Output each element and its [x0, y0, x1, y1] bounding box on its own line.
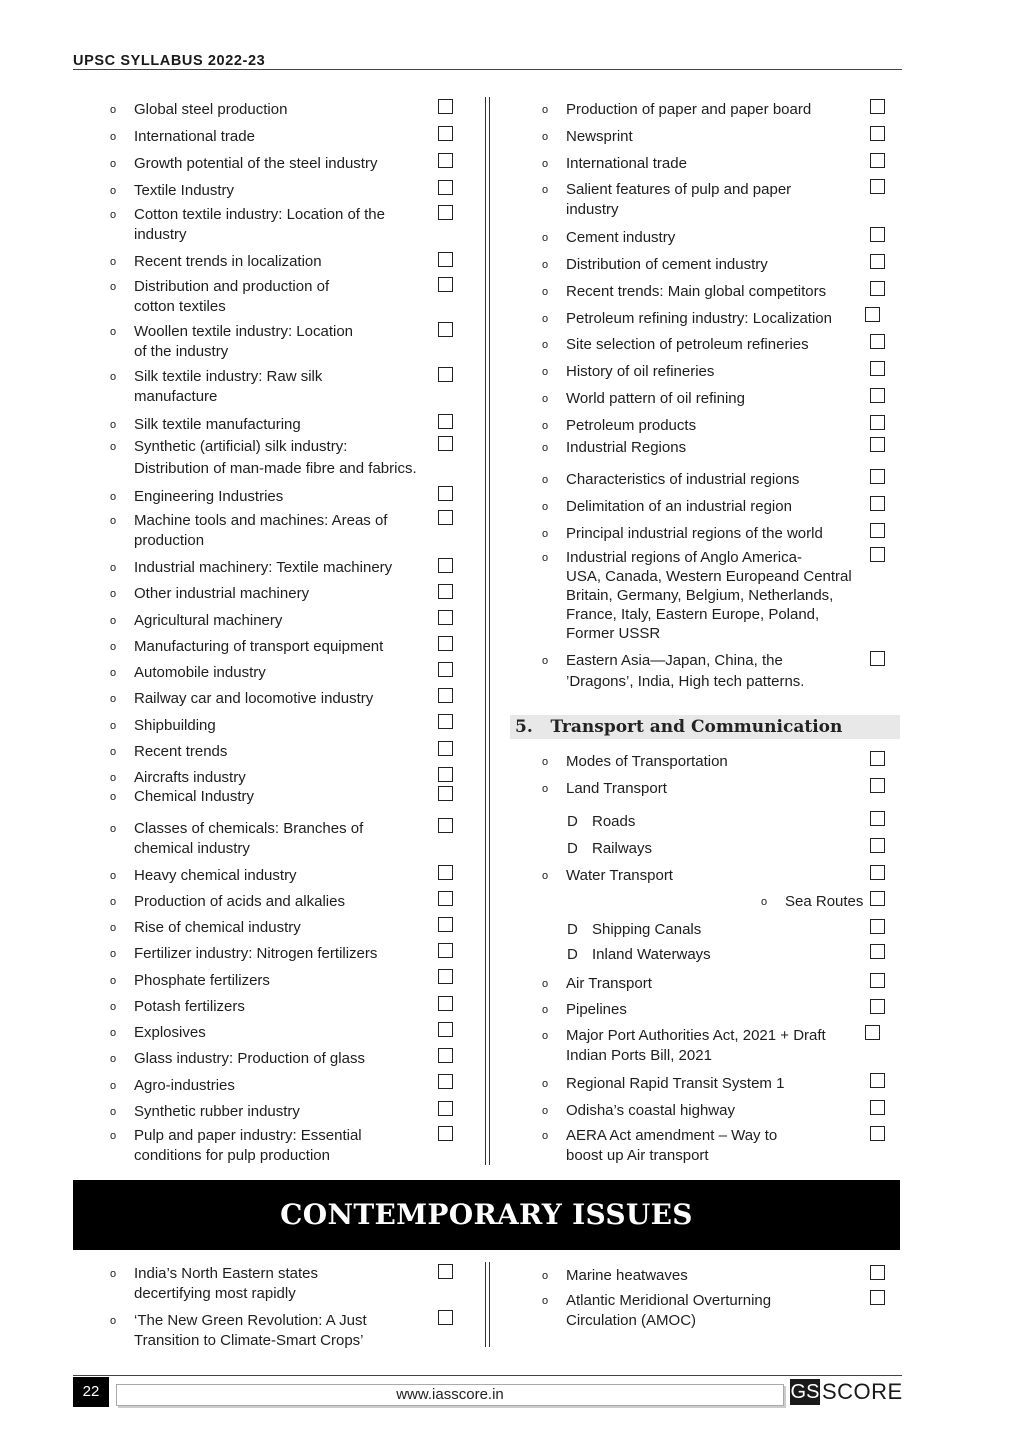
- bullet: o: [110, 615, 117, 627]
- bullet: o: [110, 209, 117, 221]
- bullet: o: [110, 1080, 117, 1092]
- bullet: o: [542, 1078, 549, 1090]
- checkbox[interactable]: [865, 1025, 880, 1040]
- list-item: ‘The New Green Revolution: A Just: [134, 1312, 367, 1329]
- bullet: o: [542, 104, 549, 116]
- checkbox[interactable]: [870, 778, 885, 793]
- checkbox[interactable]: [438, 610, 453, 625]
- checkbox[interactable]: [870, 891, 885, 906]
- list-item: Air Transport: [566, 975, 652, 992]
- list-item: Silk textile manufacturing: [134, 416, 301, 433]
- list-item: Automobile industry: [134, 664, 266, 681]
- list-item: Recent trends: [134, 743, 228, 760]
- checkbox[interactable]: [870, 388, 885, 403]
- list-item: Principal industrial regions of the world: [566, 525, 823, 542]
- bullet: o: [110, 104, 117, 116]
- checkbox[interactable]: [870, 254, 885, 269]
- gs-score-logo-mark: GS: [790, 1381, 820, 1403]
- page-header-title: UPSC SYLLABUS 2022-23: [73, 53, 266, 69]
- bullet: o: [542, 339, 549, 351]
- footer-rule: [73, 1375, 902, 1376]
- list-item-continuation: decertifying most rapidly: [134, 1285, 296, 1302]
- checkbox[interactable]: [870, 496, 885, 511]
- bullet: o: [542, 978, 549, 990]
- banner-title: CONTEMPORARY ISSUES: [280, 1198, 693, 1231]
- bullet: o: [110, 641, 117, 653]
- bullet: o: [542, 474, 549, 486]
- bullet: o: [542, 1295, 549, 1307]
- section-heading: 5. Transport and Communication: [515, 717, 843, 737]
- bullet: o: [542, 501, 549, 513]
- column-divider: [485, 1262, 490, 1347]
- sub-bullet: D: [567, 921, 578, 938]
- list-item: Production of paper and paper board: [566, 101, 812, 118]
- list-item: Salient features of pulp and paper: [566, 181, 792, 198]
- list-sub-item: Shipping Canals: [592, 921, 702, 938]
- checkbox[interactable]: [870, 153, 885, 168]
- list-item: Atlantic Meridional Overturning: [566, 1292, 772, 1309]
- list-item: Petroleum products: [566, 417, 697, 434]
- checkbox[interactable]: [870, 281, 885, 296]
- list-item: International trade: [134, 128, 255, 145]
- list-item-continuation: industry: [566, 201, 619, 218]
- list-item: Eastern Asia—Japan, China, the: [566, 652, 783, 669]
- checkbox[interactable]: [438, 1310, 453, 1325]
- sub-bullet: D: [567, 946, 578, 963]
- bullet: o: [110, 823, 117, 835]
- list-item: Recent trends in localization: [134, 253, 322, 270]
- list-item-continuation: of the industry: [134, 343, 229, 360]
- list-item: Global steel production: [134, 101, 288, 118]
- checkbox[interactable]: [870, 523, 885, 538]
- bullet: o: [110, 562, 117, 574]
- checkbox[interactable]: [438, 99, 453, 114]
- checkbox[interactable]: [438, 414, 453, 429]
- list-item: India’s North Eastern states: [134, 1265, 318, 1282]
- checkbox[interactable]: [438, 786, 453, 801]
- checkbox[interactable]: [870, 99, 885, 114]
- bullet: o: [110, 870, 117, 882]
- bullet: o: [110, 441, 117, 453]
- list-item-continuation: Indian Ports Bill, 2021: [566, 1047, 712, 1064]
- bullet: o: [110, 588, 117, 600]
- checkbox[interactable]: [438, 636, 453, 651]
- list-item: Other industrial machinery: [134, 585, 310, 602]
- list-item: Major Port Authorities Act, 2021 + Draft: [566, 1027, 826, 1044]
- checkbox[interactable]: [870, 361, 885, 376]
- checkbox[interactable]: [870, 469, 885, 484]
- bullet: o: [110, 1106, 117, 1118]
- bullet: o: [542, 158, 549, 170]
- list-item: Phosphate fertilizers: [134, 972, 270, 989]
- bullet: o: [110, 1053, 117, 1065]
- list-item-continuation: production: [134, 532, 205, 549]
- sub-bullet: D: [567, 813, 578, 830]
- list-item: Pulp and paper industry: Essential: [134, 1127, 362, 1144]
- list-item: Explosives: [134, 1024, 206, 1041]
- bullet: o: [110, 185, 117, 197]
- list-item-continuation: conditions for pulp production: [134, 1147, 330, 1164]
- list-item-continuation: France, Italy, Eastern Europe, Poland,: [566, 606, 820, 623]
- checkbox[interactable]: [438, 1074, 453, 1089]
- list-item: Land Transport: [566, 780, 667, 797]
- checkbox[interactable]: [870, 651, 885, 666]
- bullet: o: [542, 552, 549, 564]
- bullet: o: [110, 772, 117, 784]
- list-sub-item: Roads: [592, 813, 636, 830]
- checkbox[interactable]: [438, 1264, 453, 1279]
- bullet: o: [542, 655, 549, 667]
- list-item: Newsprint: [566, 128, 633, 145]
- checkbox[interactable]: [438, 818, 453, 833]
- list-item: Characteristics of industrial regions: [566, 471, 800, 488]
- checkbox[interactable]: [870, 838, 885, 853]
- list-item: Pipelines: [566, 1001, 627, 1018]
- bullet: o: [542, 286, 549, 298]
- list-item-continuation: chemical industry: [134, 840, 250, 857]
- bullet: o: [110, 1001, 117, 1013]
- bullet: o: [110, 158, 117, 170]
- list-item: Distribution of cement industry: [566, 256, 768, 273]
- list-item: Manufacturing of transport equipment: [134, 638, 384, 655]
- checkbox[interactable]: [438, 486, 453, 501]
- list-item-continuation: Transition to Climate-Smart Crops’: [134, 1332, 364, 1349]
- checkbox[interactable]: [870, 751, 885, 766]
- checkbox[interactable]: [438, 277, 453, 292]
- checkbox[interactable]: [870, 1100, 885, 1115]
- checkbox[interactable]: [438, 126, 453, 141]
- list-item: Potash fertilizers: [134, 998, 245, 1015]
- list-item: Synthetic (artificial) silk industry:: [134, 438, 348, 455]
- list-item: International trade: [566, 155, 687, 172]
- list-item: Odisha’s coastal highway: [566, 1102, 735, 1119]
- bullet: o: [110, 256, 117, 268]
- bullet: o: [110, 371, 117, 383]
- list-item: Modes of Transportation: [566, 753, 728, 770]
- bullet: o: [110, 1315, 117, 1327]
- checkbox[interactable]: [438, 917, 453, 932]
- bullet: o: [542, 232, 549, 244]
- checkbox[interactable]: [438, 767, 453, 782]
- list-item: History of oil refineries: [566, 363, 715, 380]
- bullet: o: [542, 366, 549, 378]
- checkbox[interactable]: [870, 865, 885, 880]
- bullet: o: [110, 693, 117, 705]
- bullet: o: [542, 184, 549, 196]
- checkbox[interactable]: [870, 1290, 885, 1305]
- checkbox[interactable]: [870, 179, 885, 194]
- header-rule: [73, 69, 902, 70]
- list-item-continuation: boost up Air transport: [566, 1147, 709, 1164]
- bullet: o: [110, 1268, 117, 1280]
- bullet: o: [110, 896, 117, 908]
- bullet: o: [542, 783, 549, 795]
- list-item: Silk textile industry: Raw silk: [134, 368, 323, 385]
- bullet: o: [110, 326, 117, 338]
- list-item: Production of acids and alkalies: [134, 893, 345, 910]
- list-item: Industrial Regions: [566, 439, 687, 456]
- bullet: o: [110, 491, 117, 503]
- bullet: o: [110, 746, 117, 758]
- list-item: Rise of chemical industry: [134, 919, 301, 936]
- checkbox[interactable]: [870, 1073, 885, 1088]
- checkbox[interactable]: [438, 1126, 453, 1141]
- bullet: o: [110, 515, 117, 527]
- list-item: Heavy chemical industry: [134, 867, 297, 884]
- checkbox[interactable]: [438, 584, 453, 599]
- bullet: o: [542, 131, 549, 143]
- list-item: Growth potential of the steel industry: [134, 155, 378, 172]
- bullet: o: [110, 791, 117, 803]
- bullet: o: [542, 528, 549, 540]
- bullet: o: [110, 131, 117, 143]
- checkbox[interactable]: [438, 510, 453, 525]
- sub-bullet: D: [567, 840, 578, 857]
- list-item: Synthetic rubber industry: [134, 1103, 300, 1120]
- bullet: o: [542, 870, 549, 882]
- list-item: Industrial machinery: Textile machinery: [134, 559, 393, 576]
- list-item: Cotton textile industry: Location of the: [134, 206, 385, 223]
- list-item: World pattern of oil refining: [566, 390, 745, 407]
- footer-url[interactable]: www.iasscore.in: [396, 1386, 504, 1403]
- list-item-continuation: cotton textiles: [134, 298, 226, 315]
- checkbox[interactable]: [438, 436, 453, 451]
- checkbox[interactable]: [438, 1048, 453, 1063]
- bullet: o: [542, 1130, 549, 1142]
- checkbox[interactable]: [438, 205, 453, 220]
- bullet: o: [542, 393, 549, 405]
- checkbox[interactable]: [438, 943, 453, 958]
- checkbox[interactable]: [870, 227, 885, 242]
- list-item: Cement industry: [566, 229, 676, 246]
- list-item: Petroleum refining industry: Localization: [566, 310, 832, 327]
- list-item: Regional Rapid Transit System 1: [566, 1075, 785, 1092]
- list-item: Marine heatwaves: [566, 1267, 688, 1284]
- bullet: o: [110, 922, 117, 934]
- checkbox[interactable]: [438, 662, 453, 677]
- list-item-continuation: ’Dragons’, India, High tech patterns.: [566, 673, 805, 690]
- page-number: 22: [73, 1377, 109, 1407]
- list-item: Water Transport: [566, 867, 673, 884]
- checkbox[interactable]: [438, 1022, 453, 1037]
- bullet: o: [542, 420, 549, 432]
- checkbox[interactable]: [438, 891, 453, 906]
- bullet: o: [110, 948, 117, 960]
- list-item-continuation: Distribution of man-made fibre and fabrics.: [134, 460, 417, 477]
- bullet: o: [110, 419, 117, 431]
- checkbox[interactable]: [438, 367, 453, 382]
- list-item: Machine tools and machines: Areas of: [134, 512, 388, 529]
- checkbox[interactable]: [870, 944, 885, 959]
- list-item: Delimitation of an industrial region: [566, 498, 792, 515]
- checkbox[interactable]: [870, 1265, 885, 1280]
- list-item-continuation: manufacture: [134, 388, 218, 405]
- checkbox[interactable]: [870, 973, 885, 988]
- bullet: o: [542, 442, 549, 454]
- list-item: Shipbuilding: [134, 717, 216, 734]
- list-sub-item: Inland Waterways: [592, 946, 711, 963]
- list-item: AERA Act amendment – Way to: [566, 1127, 778, 1144]
- checkbox[interactable]: [870, 126, 885, 141]
- column-divider: [485, 97, 490, 1165]
- gs-score-logo-text: SCORE: [822, 1379, 903, 1404]
- list-sub-item: Sea Routes: [785, 893, 864, 910]
- bullet: o: [542, 1004, 549, 1016]
- list-item: Railway car and locomotive industry: [134, 690, 374, 707]
- list-sub-item: Railways: [592, 840, 653, 857]
- list-item: Classes of chemicals: Branches of: [134, 820, 364, 837]
- list-item: Fertilizer industry: Nitrogen fertilizers: [134, 945, 378, 962]
- bullet: o: [110, 720, 117, 732]
- list-item: Recent trends: Main global competitors: [566, 283, 827, 300]
- checkbox[interactable]: [870, 999, 885, 1014]
- checkbox[interactable]: [870, 919, 885, 934]
- checkbox[interactable]: [870, 334, 885, 349]
- checkbox[interactable]: [870, 811, 885, 826]
- bullet: o: [110, 281, 117, 293]
- list-item: Agro-industries: [134, 1077, 235, 1094]
- list-item: Agricultural machinery: [134, 612, 283, 629]
- checkbox[interactable]: [438, 153, 453, 168]
- bullet: o: [542, 1105, 549, 1117]
- checkbox[interactable]: [438, 865, 453, 880]
- checkbox[interactable]: [870, 547, 885, 562]
- bullet: o: [761, 896, 768, 908]
- checkbox[interactable]: [870, 415, 885, 430]
- bullet: o: [542, 259, 549, 271]
- list-item: Industrial regions of Anglo America-: [566, 549, 802, 566]
- checkbox[interactable]: [438, 322, 453, 337]
- checkbox[interactable]: [438, 996, 453, 1011]
- checkbox[interactable]: [870, 1126, 885, 1141]
- bullet: o: [542, 756, 549, 768]
- list-item-continuation: Former USSR: [566, 625, 661, 642]
- list-item: Aircrafts industry: [134, 769, 246, 786]
- list-item: Chemical Industry: [134, 788, 255, 805]
- bullet: o: [542, 1270, 549, 1282]
- list-item-continuation: industry: [134, 226, 187, 243]
- checkbox[interactable]: [438, 252, 453, 267]
- checkbox[interactable]: [438, 969, 453, 984]
- list-item-continuation: Circulation (AMOC): [566, 1312, 697, 1329]
- bullet: o: [542, 1030, 549, 1042]
- checkbox[interactable]: [438, 180, 453, 195]
- list-item: Distribution and production of: [134, 278, 330, 295]
- list-item: Glass industry: Production of glass: [134, 1050, 365, 1067]
- checkbox[interactable]: [438, 688, 453, 703]
- bullet: o: [110, 667, 117, 679]
- bullet: o: [110, 1130, 117, 1142]
- checkbox[interactable]: [870, 437, 885, 452]
- checkbox[interactable]: [438, 714, 453, 729]
- checkbox[interactable]: [438, 1101, 453, 1116]
- list-item-continuation: USA, Canada, Western Europeand Central: [566, 568, 852, 585]
- checkbox[interactable]: [865, 307, 880, 322]
- list-item-continuation: Britain, Germany, Belgium, Netherlands,: [566, 587, 834, 604]
- list-item: Engineering Industries: [134, 488, 284, 505]
- list-item: Woollen textile industry: Location: [134, 323, 354, 340]
- bullet: o: [110, 1027, 117, 1039]
- bullet: o: [110, 975, 117, 987]
- checkbox[interactable]: [438, 558, 453, 573]
- bullet: o: [542, 313, 549, 325]
- list-item: Site selection of petroleum refineries: [566, 336, 809, 353]
- checkbox[interactable]: [438, 741, 453, 756]
- list-item: Textile Industry: [134, 182, 235, 199]
